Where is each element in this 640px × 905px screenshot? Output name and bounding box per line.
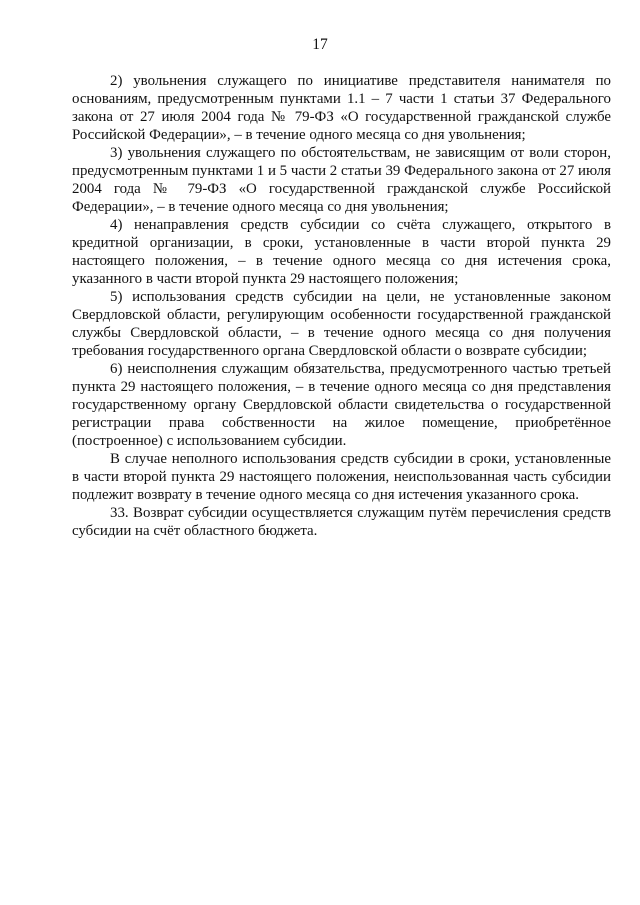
paragraph-item-4: 4) ненаправления средств субсидии со счёта служащего, открытого в кредитной организации, в сроки, установленные в части второй пункта 29 настоящего положения, – в течение одного месяца со дня истечения срока, указанного в части второй пункта 29 настоящего положения; xyxy=(72,217,611,287)
paragraph-partial-use: В случае неполного использования средств субсидии в сроки, установленные в части второй пункта 29 настоящего положения, неиспользованная часть субсидии подлежит возврату в течение одного месяца со дня истечения указанного срока. xyxy=(72,451,611,503)
paragraph-section-33: 33. Возврат субсидии осуществляется служащим путём перечисления средств субсидии на счёт областного бюджета. xyxy=(72,505,611,539)
paragraph-item-2: 2) увольнения служащего по инициативе представителя нанимателя по основаниям, предусмотренным пунктами 1.1 – 7 части 1 статьи 37 Федерального закона от 27 июля 2004 года № 79-ФЗ «О государственной гражданской службе Российской Федерации», – в течение одного месяца со дня увольнения; xyxy=(72,73,611,143)
page-number: 17 xyxy=(312,36,328,53)
paragraph-item-5: 5) использования средств субсидии на цели, не установленные законом Свердловской области, регулирующим особенности государственной гражданской службы Свердловской области, – в течение одного месяца со дня получения требования государственного органа Свердловской области о возврате субсидии; xyxy=(72,289,611,359)
paragraph-item-3: 3) увольнения служащего по обстоятельствам, не зависящим от воли сторон, предусмотренным пунктами 1 и 5 части 2 статьи 39 Федерального закона от 27 июля 2004 года № 79-ФЗ «О государственной гражданской службе Российской Федерации», – в течение одного месяца со дня увольнения; xyxy=(72,145,611,215)
paragraph-item-6: 6) неисполнения служащим обязательства, предусмотренного частью третьей пункта 29 настоящего положения, – в течение одного месяца со дня представления государственному органу Свердловской области свидетельства о государственной регистрации права собственности на жилое помещение, приобретённое (построенное) с использованием субсидии. xyxy=(72,361,611,449)
document-body xyxy=(72,72,611,540)
